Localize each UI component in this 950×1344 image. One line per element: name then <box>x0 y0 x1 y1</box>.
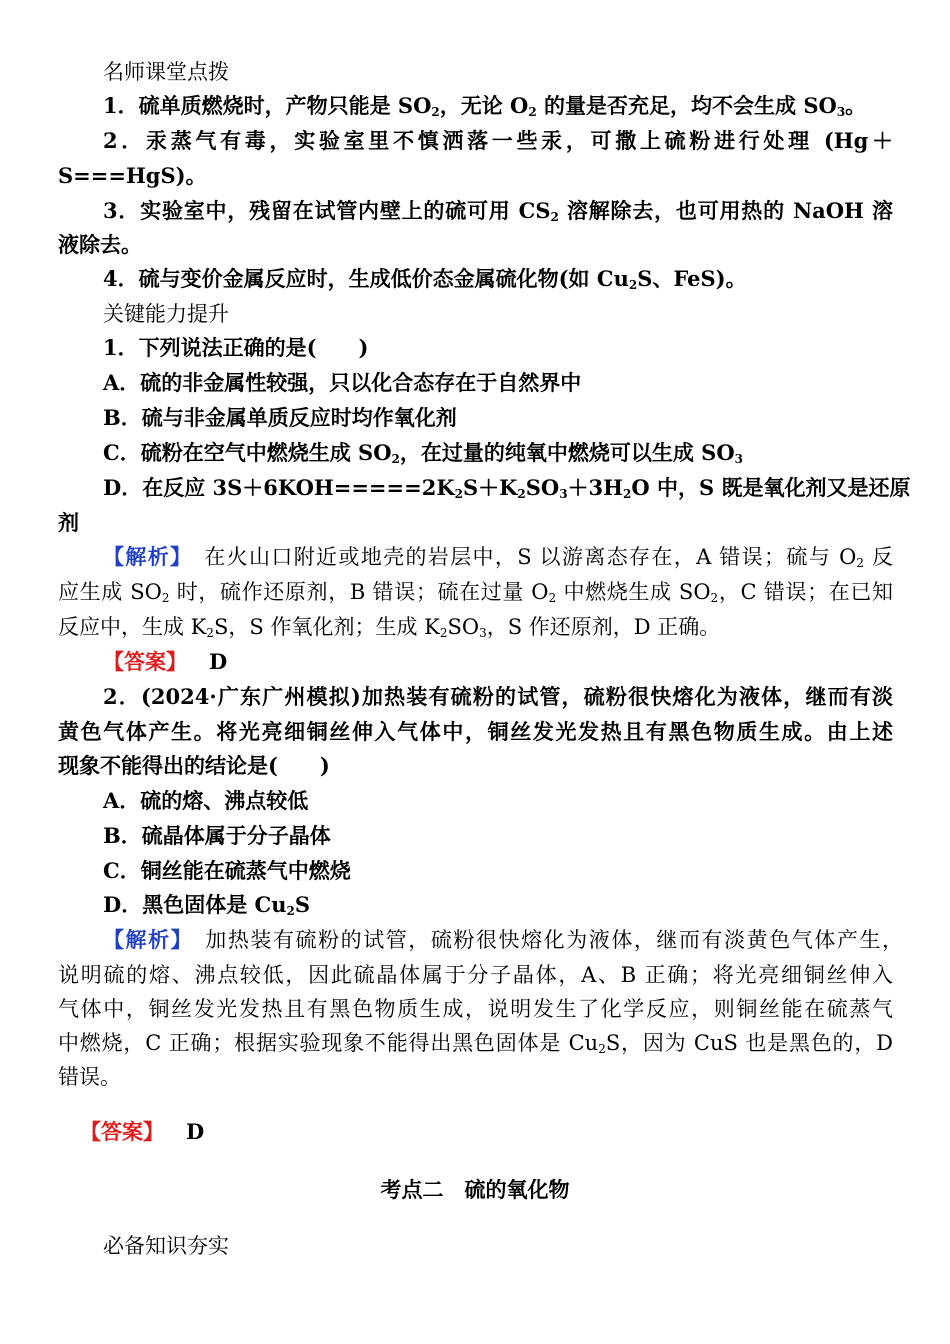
question-2-stem-line-1: 2．(2024·广东广州模拟)加热装有硫粉的试管，硫粉很快熔化为液体，继而有淡 <box>103 684 893 709</box>
tip-1: 1．硫单质燃烧时，产物只能是 $SO_2$，无论 $O_2$ 的量是否充足，均不会生成 $SO_3$。 <box>103 93 867 119</box>
answer-value: D <box>209 649 228 674</box>
analysis-tag: 【解析】 <box>103 927 183 952</box>
question-1-stem: 1．下列说法正确的是( ) <box>103 335 369 360</box>
question-2-analysis-line-3: 气体中，铜丝发光发热且有黑色物质生成，说明发生了化学反应，则铜丝能在硫蒸气 <box>58 997 893 1021</box>
question-2-stem-line-2: 黄色气体产生。将光亮细铜丝伸入气体中，铜丝发光发热且有黑色物质生成。由上述 <box>58 719 893 744</box>
question-2-analysis-line-1: 【解析】 加热装有硫粉的试管，硫粉很快熔化为液体，继而有淡黄色气体产生， <box>103 927 904 952</box>
question-2-option-d: D．黑色固体是 $Cu_2S$ <box>103 892 311 918</box>
question-1-option-c: C．硫粉在空气中燃烧生成 $SO_2$，在过量的纯氧中燃烧可以生成 $SO_3$ <box>103 440 743 466</box>
question-2-option-b: B．硫晶体属于分子晶体 <box>103 823 331 848</box>
question-1-answer <box>103 648 227 676</box>
question-2-analysis-line-5: 错误。 <box>58 1065 121 1089</box>
question-2-answer <box>80 1118 204 1146</box>
section-title-sulfur-oxides: 考点二 硫的氧化物 <box>380 1177 570 1202</box>
tip-3-line-2: 液除去。 <box>58 232 142 257</box>
tip-4: 4．硫与变价金属反应时，生成低价态金属硫化物(如 $Cu_2S$、FeS)。 <box>103 266 747 292</box>
question-2-analysis-line-4: 中燃烧，C 正确；根据实验现象不能得出黑色固体是 $Cu_2S$，因为 CuS 也是黑色的，D <box>58 1031 893 1056</box>
tip-2-line-1: 2．汞蒸气有毒，实验室里不慎洒落一些汞，可撒上硫粉进行处理 (Hg＋ <box>103 128 893 153</box>
answer-value: D <box>186 1119 205 1144</box>
question-1-analysis-line-1: 【解析】 在火山口附近或地壳的岩层中，S 以游离态存在，A 错误；硫与 $O_2$ 反 <box>103 544 893 570</box>
section-title-key-ability: 关键能力提升 <box>103 302 229 326</box>
question-2-option-a: A．硫的熔、沸点较低 <box>103 788 309 813</box>
question-2-option-c: C．铜丝能在硫蒸气中燃烧 <box>103 858 351 883</box>
section-title-essential-knowledge: 必备知识夯实 <box>103 1234 229 1258</box>
question-1-option-b: B．硫与非金属单质反应时均作氧化剂 <box>103 405 457 430</box>
question-1-analysis-line-2: 应生成 $SO_2$ 时，硫作还原剂，B 错误；硫在过量 $O_2$ 中燃烧生成 $SO_2$，C 错误；在已知 <box>58 580 893 605</box>
question-2-analysis-line-2: 说明硫的熔、沸点较低，因此硫晶体属于分子晶体，A、B 正确；将光亮细铜丝伸入 <box>58 963 893 987</box>
question-2-stem-line-3: 现象不能得出的结论是( ) <box>58 753 330 778</box>
question-1-analysis-line-3: 反应中，生成 $K_2S$，S 作氧化剂；生成 $K_2SO_3$，S 作还原剂，D 正确。 <box>58 615 721 640</box>
analysis-tag: 【解析】 <box>103 544 182 569</box>
question-1-option-d-line-1: D．在反应 $3S+6KOH=====2K_2S+K_2SO_3+3H_2O$ 中，S 既是氧化剂又是还原 <box>103 475 911 501</box>
tip-3-line-1: 3．实验室中，残留在试管内壁上的硫可用 $CS_2$ 溶解除去，也可用热的 NaOH 溶 <box>103 198 893 224</box>
section-title-teacher-tips: 名师课堂点拨 <box>103 60 229 84</box>
answer-tag: 【答案】 <box>103 649 187 674</box>
answer-tag: 【答案】 <box>80 1119 164 1144</box>
question-1-option-a: A．硫的非金属性较强，只以化合态存在于自然界中 <box>103 370 582 395</box>
tip-2-line-2: S===HgS)。 <box>58 163 207 188</box>
question-1-option-d-line-2: 剂 <box>58 510 79 535</box>
